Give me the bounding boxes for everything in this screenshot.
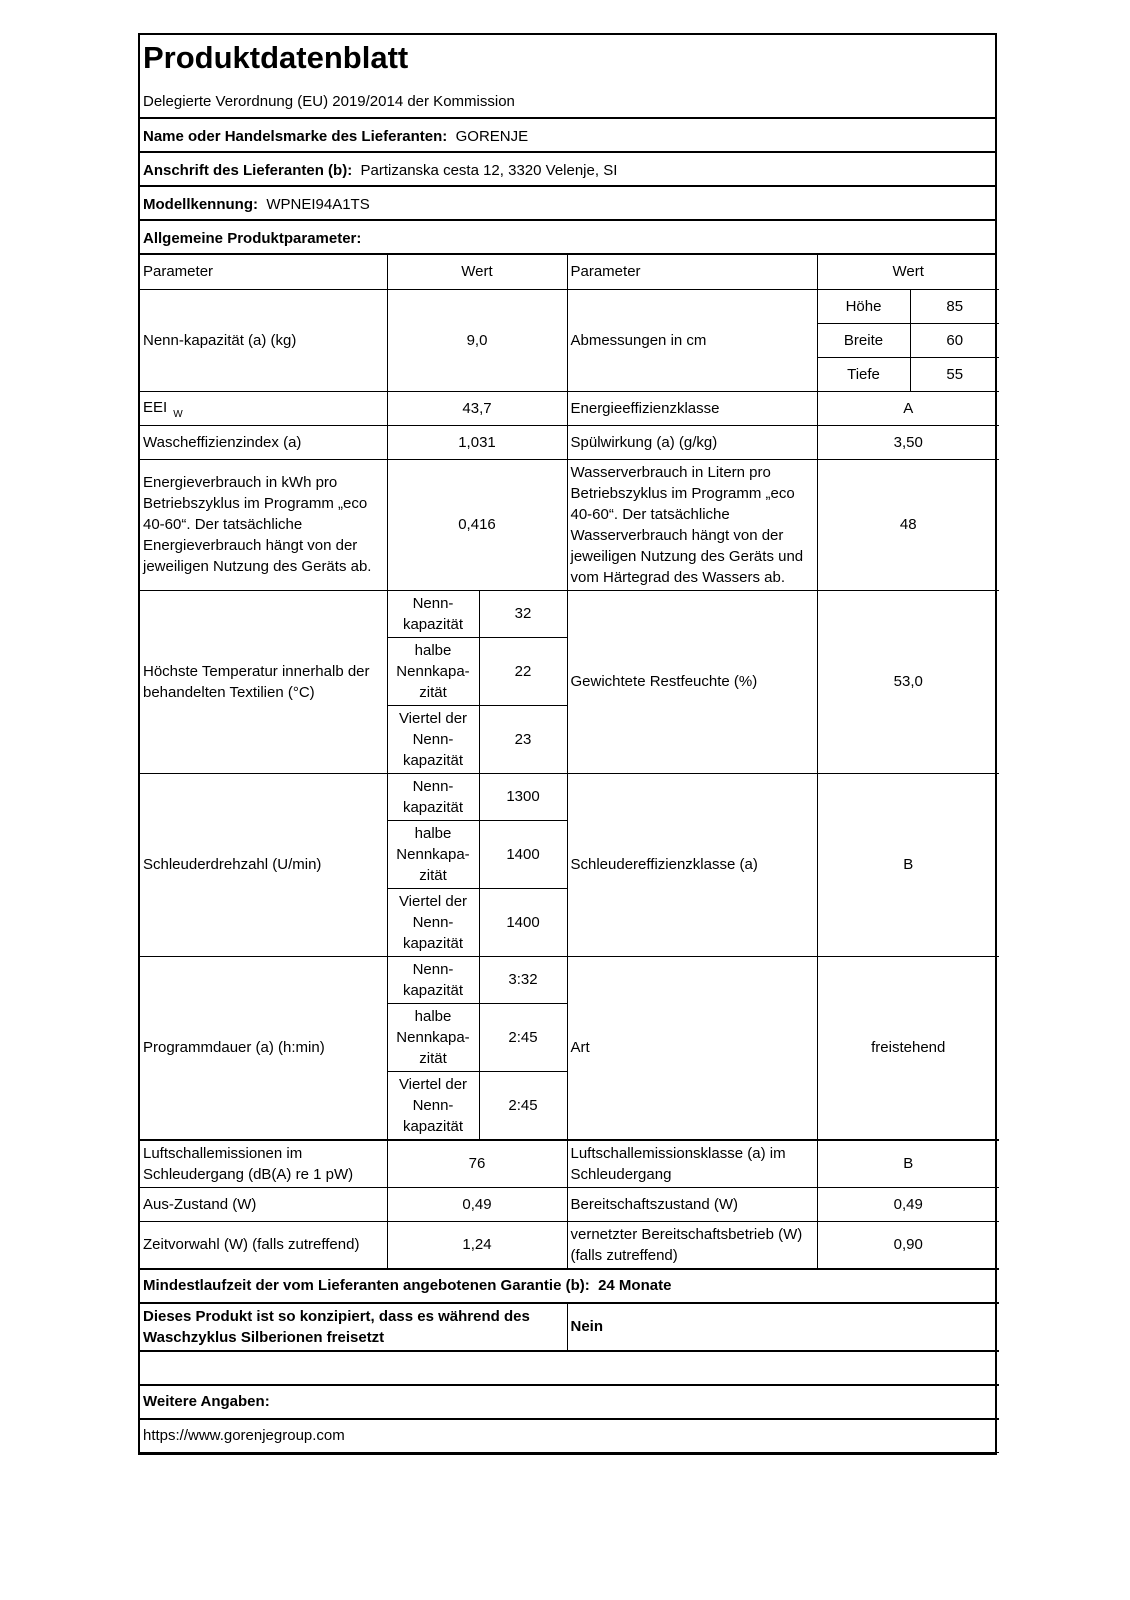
- table-row: [140, 773, 999, 820]
- spin-speed-quarter: 1400: [479, 888, 567, 956]
- supplier-value: GORENJE: [455, 128, 529, 145]
- networked-label: vernetzter Bereitschaftsbetrieb (W) (falls zutreffend): [567, 1221, 817, 1269]
- table-row: [140, 590, 999, 637]
- model-label: Modellkennung:: [143, 196, 258, 213]
- silver-label: Dieses Produkt ist so konzipiert, dass es während des Waschzyklus Silberionen freisetzt: [140, 1303, 567, 1351]
- delay-value: 1,24: [387, 1221, 567, 1269]
- product-data-sheet: [138, 33, 997, 1455]
- address-row: [140, 153, 995, 187]
- supplier-label: Name oder Handelsmarke des Lieferanten:: [143, 128, 448, 145]
- silver-row: [140, 1303, 999, 1351]
- water-consumption-label: Wasserverbrauch in Litern pro Betriebszyklus im Programm „eco 40-60“. Der tatsächliche Wasserverbrauch hängt von der jeweiligen Nutzung des Geräts und vom Härtegrad des Wassers ab.: [567, 459, 817, 590]
- rinse-label: Spülwirkung (a) (g/kg): [567, 425, 817, 459]
- capacity-value: 9,0: [387, 289, 567, 391]
- page-title: Produktdatenblatt: [143, 40, 409, 75]
- load-label-half: halbe Nennkapa-zität: [387, 820, 479, 888]
- eei-subscript: W: [173, 408, 183, 420]
- wash-index-value: 1,031: [387, 425, 567, 459]
- further-row: [140, 1385, 999, 1419]
- type-label: Art: [567, 956, 817, 1140]
- depth-value: 55: [910, 357, 999, 391]
- load-label-full: Nenn-kapazität: [387, 590, 479, 637]
- height-label: Höhe: [817, 289, 910, 323]
- warranty-value: 24 Monate: [598, 1277, 672, 1294]
- off-mode-value: 0,49: [387, 1187, 567, 1221]
- noise-label: Luftschallemissionen im Schleudergang (dB(A) re 1 pW): [140, 1140, 387, 1188]
- spin-speed-half: 1400: [479, 820, 567, 888]
- moisture-label: Gewichtete Restfeuchte (%): [567, 590, 817, 773]
- energy-class-value: A: [817, 391, 999, 425]
- width-value: 60: [910, 323, 999, 357]
- spin-speed-full: 1300: [479, 773, 567, 820]
- max-temp-half: 22: [479, 637, 567, 705]
- table-row: [140, 1140, 999, 1188]
- header-param-right: Parameter: [567, 255, 817, 289]
- further-label: Weitere Angaben:: [140, 1385, 999, 1419]
- off-mode-label: Aus-Zustand (W): [140, 1187, 387, 1221]
- standby-value: 0,49: [817, 1187, 999, 1221]
- load-label-half: halbe Nennkapa-zität: [387, 637, 479, 705]
- duration-full: 3:32: [479, 956, 567, 1003]
- load-label-full: Nenn-kapazität: [387, 773, 479, 820]
- table-row: [140, 1221, 999, 1269]
- energy-class-label: Energieeffizienzklasse: [567, 391, 817, 425]
- duration-half: 2:45: [479, 1003, 567, 1071]
- delay-label: Zeitvorwahl (W) (falls zutreffend): [140, 1221, 387, 1269]
- max-temp-full: 32: [479, 590, 567, 637]
- regulation-subtitle: Delegierte Verordnung (EU) 2019/2014 der Kommission: [140, 83, 995, 119]
- table-row: [140, 289, 999, 323]
- general-heading: [140, 221, 995, 255]
- header-row: [140, 255, 999, 289]
- load-label-quarter: Viertel der Nenn-kapazität: [387, 1071, 479, 1140]
- type-value: freistehend: [817, 956, 999, 1140]
- eei-cell: [140, 391, 387, 425]
- empty-row: [140, 1351, 999, 1385]
- address-value: Partizanska cesta 12, 3320 Velenje, SI: [360, 162, 618, 179]
- energy-consumption-value: 0,416: [387, 459, 567, 590]
- empty-cell: [140, 1351, 999, 1385]
- dimensions-label: Abmessungen in cm: [567, 289, 817, 391]
- address-label: Anschrift des Lieferanten (b):: [143, 162, 353, 179]
- max-temp-label: Höchste Temperatur innerhalb der behandelten Textilien (°C): [140, 590, 387, 773]
- load-label-quarter: Viertel der Nenn-kapazität: [387, 705, 479, 773]
- header-value-right: Wert: [817, 255, 999, 289]
- table-row: [140, 425, 999, 459]
- table-row: [140, 459, 999, 590]
- networked-value: 0,90: [817, 1221, 999, 1269]
- spin-speed-label: Schleuderdrehzahl (U/min): [140, 773, 387, 956]
- header-value-left: Wert: [387, 255, 567, 289]
- warranty-label: Mindestlaufzeit der vom Lieferanten angebotenen Garantie (b):: [143, 1277, 590, 1294]
- capacity-label: Nenn-kapazität (a) (kg): [140, 289, 387, 391]
- spin-class-value: B: [817, 773, 999, 956]
- noise-class-label: Luftschallemissionsklasse (a) im Schleudergang: [567, 1140, 817, 1188]
- warranty-cell: [140, 1269, 999, 1303]
- height-value: 85: [910, 289, 999, 323]
- eei-value: 43,7: [387, 391, 567, 425]
- silver-value: Nein: [567, 1303, 999, 1351]
- load-label-quarter: Viertel der Nenn-kapazität: [387, 888, 479, 956]
- general-heading-text: Allgemeine Produktparameter:: [143, 230, 362, 247]
- table-row: [140, 1187, 999, 1221]
- wash-index-label: Wascheffizienzindex (a): [140, 425, 387, 459]
- table-row: [140, 956, 999, 1003]
- noise-class-value: B: [817, 1140, 999, 1188]
- depth-label: Tiefe: [817, 357, 910, 391]
- load-label-half: halbe Nennkapa-zität: [387, 1003, 479, 1071]
- moisture-value: 53,0: [817, 590, 999, 773]
- further-url: https://www.gorenjegroup.com: [140, 1419, 999, 1453]
- rinse-value: 3,50: [817, 425, 999, 459]
- noise-value: 76: [387, 1140, 567, 1188]
- width-label: Breite: [817, 323, 910, 357]
- standby-label: Bereitschaftszustand (W): [567, 1187, 817, 1221]
- spin-class-label: Schleudereffizienzklasse (a): [567, 773, 817, 956]
- duration-quarter: 2:45: [479, 1071, 567, 1140]
- model-value: WPNEI94A1TS: [266, 196, 370, 213]
- energy-consumption-label: Energieverbrauch in kWh pro Betriebszyklus im Programm „eco 40-60“. Der tatsächliche Energieverbrauch hängt von der jeweiligen Nutzung des Geräts ab.: [140, 459, 387, 590]
- max-temp-quarter: 23: [479, 705, 567, 773]
- eei-label: EEI: [143, 398, 168, 416]
- warranty-row: [140, 1269, 999, 1303]
- parameter-table: [140, 255, 999, 1453]
- header-param-left: Parameter: [140, 255, 387, 289]
- load-label-full: Nenn-kapazität: [387, 956, 479, 1003]
- supplier-row: [140, 119, 995, 153]
- url-row: [140, 1419, 999, 1453]
- water-consumption-value: 48: [817, 459, 999, 590]
- duration-label: Programmdauer (a) (h:min): [140, 956, 387, 1140]
- model-row: [140, 187, 995, 221]
- table-row: [140, 391, 999, 425]
